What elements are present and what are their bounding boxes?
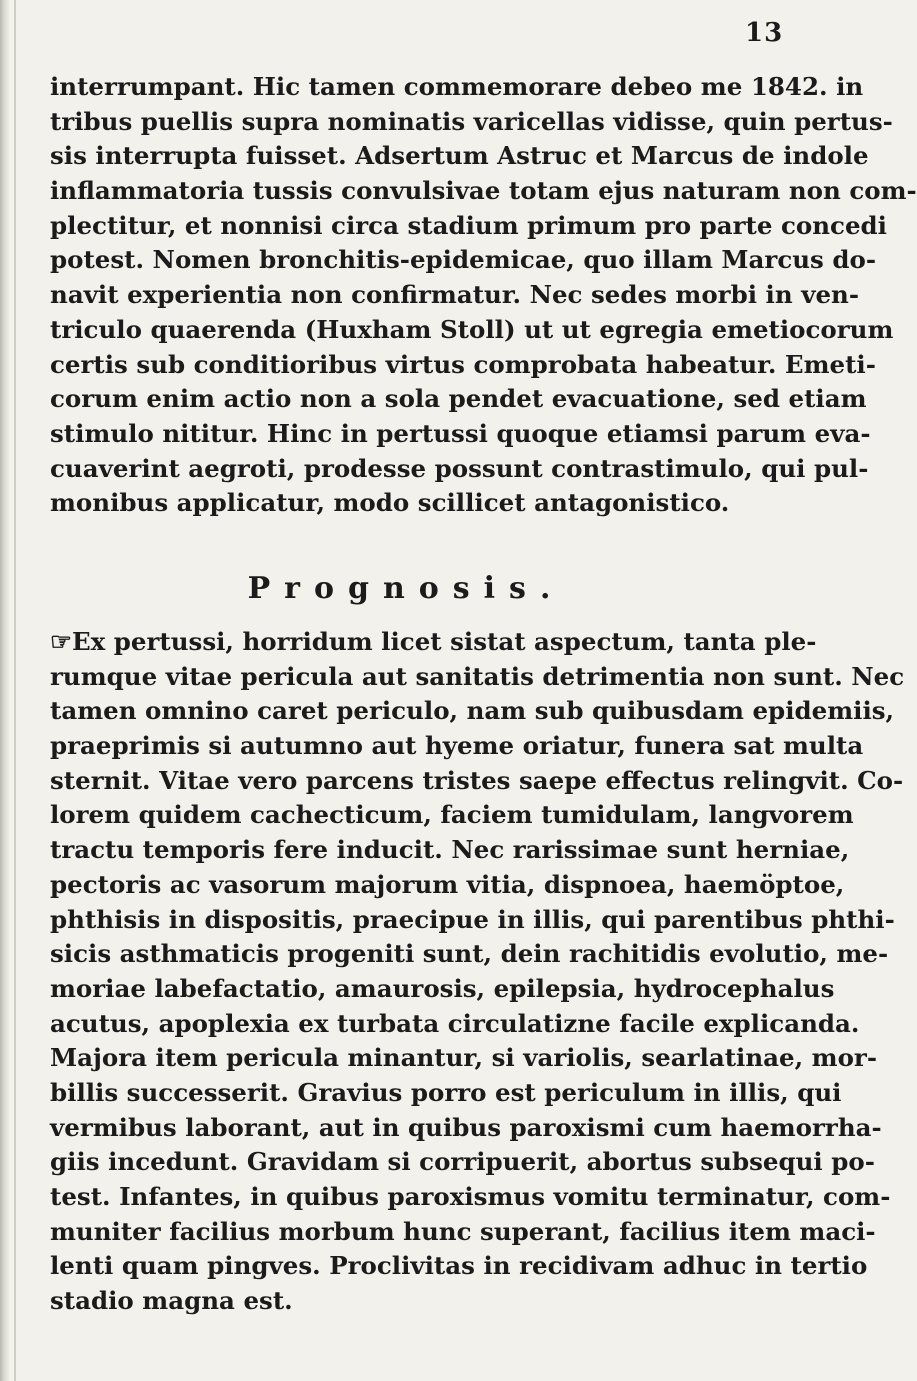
text-line: sternit. Vitae vero parcens tristes saepe effectus relingvit. Co- (50, 765, 904, 795)
text-line: certis sub conditioribus virtus comprobata habeatur. Emeti- (50, 349, 876, 379)
text-line: acutus, apoplexia ex turbata circulatizne facile explicanda. (50, 1008, 860, 1038)
text-line: triculo quaerenda (Huxham Stoll) ut ut egregia emetiocorum (50, 314, 894, 344)
text-line: tribus puellis supra nominatis varicellas vidisse, quin pertus- (50, 106, 893, 136)
binding-edge (14, 0, 16, 1381)
text-line: moriae labefactatio, amaurosis, epilepsia, hydrocephalus (50, 973, 835, 1003)
text-line: lorem quidem cachecticum, faciem tumidulam, langvorem (50, 800, 854, 830)
text-line: potest. Nomen bronchitis-epidemicae, quo illam Marcus do- (50, 245, 877, 275)
text-line: stimulo nititur. Hinc in pertussi quoque etiamsi parum eva- (50, 418, 871, 448)
text-line: plectitur, et nonnisi circa stadium primum pro parte concedi (50, 210, 887, 240)
text-line: test. Infantes, in quibus paroxismus vomitu terminatur, com- (50, 1182, 891, 1211)
text-line: rumque vitae pericula aut sanitatis detrimentia non sunt. Nec (50, 661, 905, 691)
text-line: giis incedunt. Gravidam si corripuerit, abortus subsequi po- (50, 1147, 875, 1177)
text-line: Majora item pericula minantur, si variolis, searlatinae, mor- (50, 1043, 878, 1073)
text-line: ☞Ex pertussi, horridum licet sistat aspectum, tanta ple- (50, 627, 817, 656)
text-line: sicis asthmaticis progeniti sunt, dein rachitidis evolutio, me- (50, 939, 889, 969)
text-line: cuaverint aegroti, prodesse possunt contrastimulo, qui pul- (50, 453, 869, 483)
text-line: vermibus laborant, aut in quibus paroxismi cum haemorrha- (50, 1112, 882, 1142)
text-line: tamen omnino caret periculo, nam sub quibusdam epidemiis, (50, 696, 895, 726)
text-line: muniter facilius morbum hunc superant, facilius item maci- (50, 1216, 876, 1246)
text-line: stadio magna est. (50, 1286, 293, 1316)
page-number: 13 (745, 18, 784, 48)
book-spine-shadow (0, 0, 10, 1381)
paragraph-interrumpant (50, 70, 917, 521)
paragraph-prognosis (50, 625, 905, 1319)
section-heading-prognosis: Prognosis. (247, 571, 565, 606)
text-line: inflammatoria tussis convulsivae totam ejus naturam non com- (50, 176, 917, 206)
text-line: sis interrupta fuisset. Adsertum Astruc et Marcus de indole (50, 141, 869, 171)
text-line: interrumpant. Hic tamen commemorare debeo me 1842. in (50, 72, 864, 101)
text-line: corum enim actio non a sola pendet evacuatione, sed etiam (50, 384, 867, 414)
text-line: billis successerit. Gravius porro est periculum in illis, qui (50, 1077, 842, 1107)
text-line: tractu temporis fere inducit. Nec rarissimae sunt herniae, (50, 835, 850, 865)
text-line: phthisis in dispositis, praecipue in illis, qui parentibus phthi- (50, 904, 895, 934)
text-line: pectoris ac vasorum majorum vitia, dispnoea, haemöptoe, (50, 869, 845, 899)
text-line: lenti quam pingves. Proclivitas in recidivam adhuc in tertio (50, 1251, 868, 1281)
text-line: praeprimis si autumno aut hyeme oriatur, funera sat multa (50, 731, 864, 761)
text-line: navit experientia non confirmatur. Nec sedes morbi in ven- (50, 280, 860, 310)
text-line: monibus applicatur, modo scillicet antagonistico. (50, 488, 730, 518)
